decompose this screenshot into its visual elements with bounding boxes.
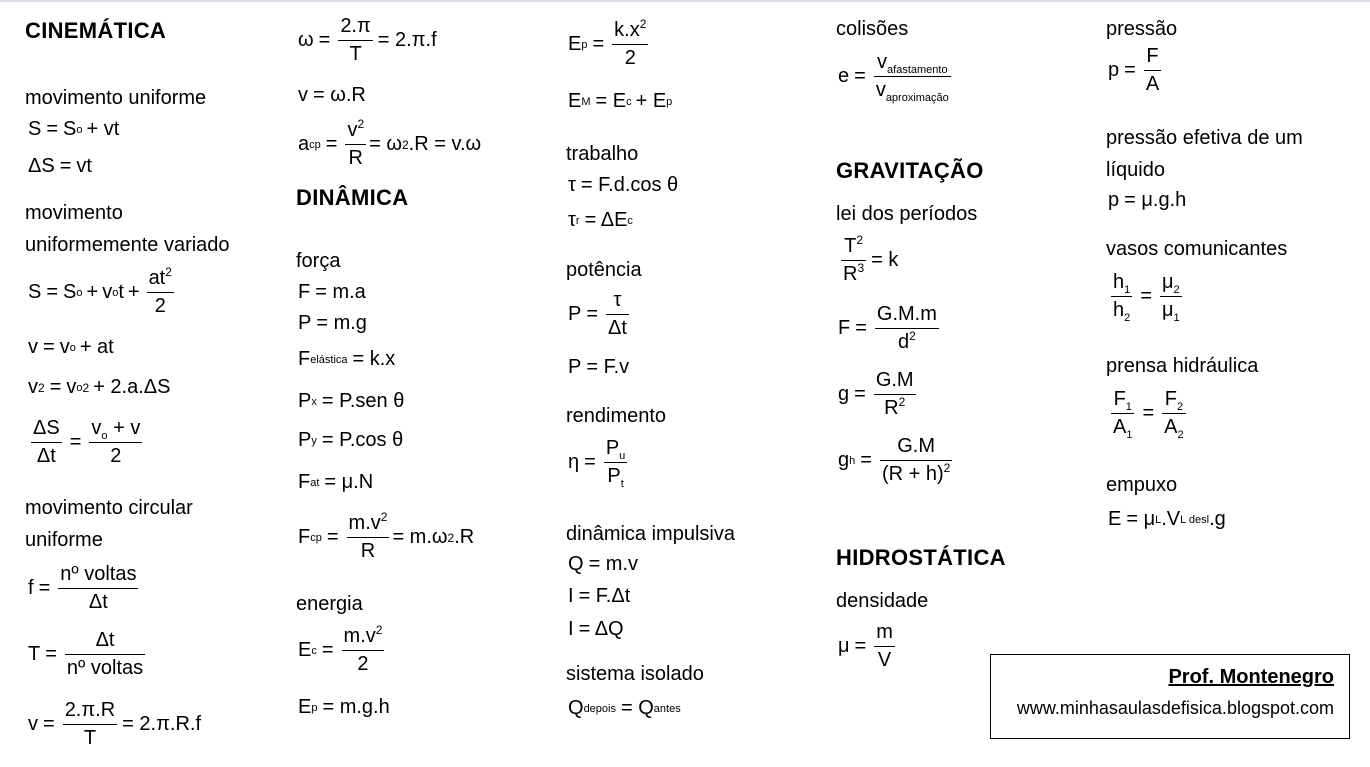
formula-teorema-energia-cinetica: τ r = ΔE c	[568, 209, 633, 231]
label-uniformemente-variado: uniformemente variado	[25, 234, 230, 256]
label-empuxo: empuxo	[1106, 474, 1178, 496]
label-rendimento: rendimento	[566, 405, 667, 427]
formula-fcp: F cp = $\frac{m.v^2}{R}$ = m.ω 2 .R	[298, 510, 475, 562]
formula-pressao-hidrostatica: p = μ.g.h	[1108, 189, 1187, 211]
top-border	[0, 0, 1370, 2]
label-lei-dos-periodos: lei dos períodos	[836, 203, 978, 225]
formula-px: P x = P.sen θ	[298, 390, 405, 412]
formula-energia-mecanica: E M = E c + E p	[568, 90, 673, 112]
formula-velocidade-circular: v = $\frac{2.\pi.R}{T}$ = 2.π.R.f	[28, 699, 201, 749]
label-pressao-efetiva: pressão efetiva de um	[1106, 127, 1303, 149]
formula-energia-cinetica: E c = $\frac{m.v^2}{2}$	[298, 623, 383, 675]
formula-potencia-fv: P = F.v	[568, 356, 630, 378]
formula-atrito: F at = μ.N	[298, 471, 374, 493]
label-colisoes: colisões	[836, 18, 909, 40]
label-vasos-comunicantes: vasos comunicantes	[1106, 238, 1288, 260]
formula-rendimento: η = $\frac{P_u}{P_t}$	[568, 437, 626, 490]
author-credit-box	[990, 654, 1350, 739]
label-sistema-isolado: sistema isolado	[566, 663, 704, 685]
formula-periodo: T = $\frac{\Delta t}{\text{nº voltas}}$	[28, 629, 144, 679]
formula-f-ma: F = m.a	[298, 281, 366, 303]
formula-quantidade-movimento: Q = m.v	[568, 553, 639, 575]
label-trabalho: trabalho	[566, 143, 639, 165]
formula-gravitacao-universal: F = $\frac{G.M.m}{d^2}$	[838, 303, 937, 353]
formula-energia-potencial-gravitacional: E p = m.g.h	[298, 696, 390, 718]
formula-p-mg: P = m.g	[298, 312, 367, 334]
formula-py: P y = P.cos θ	[298, 429, 404, 451]
formula-v-omega-r: v = ω.R	[298, 84, 366, 106]
formula-s-so-vt: S = S o + vt	[28, 118, 120, 140]
section-title-gravitacao: GRAVITAÇÃO	[836, 158, 984, 183]
formula-conservacao-quantidade-movimento: Q depois = Q antes	[568, 697, 681, 719]
formula-empuxo: E = μ L .V L desl .g	[1108, 508, 1226, 530]
formula-s-so-vot-at2: S = S o + v o t + $\frac{at^2}{2}$	[28, 265, 172, 317]
label-densidade: densidade	[836, 590, 929, 612]
author-blog-url: www.minhasaulasdefisica.blogspot.com	[1016, 698, 1334, 718]
label-liquido: líquido	[1106, 159, 1165, 181]
section-title-dinamica: DINÂMICA	[296, 185, 409, 210]
label-forca: força	[296, 250, 341, 272]
formula-gravidade-altitude: g h = $\frac{G.M}{(R + h)^2}$	[838, 435, 951, 485]
formula-gravidade-superficie: g = $\frac{G.M}{R^2}$	[838, 369, 914, 419]
formula-energia-potencial-elastica: E p = $\frac{k.x^2}{2}$	[568, 17, 647, 69]
formula-vasos-comunicantes: $\frac{h_1}{h_2}$ = $\frac{\mu_2}{\mu_1}$	[1113, 271, 1180, 324]
formula-impulso: I = F.Δt	[568, 585, 631, 607]
formula-potencia-media: P = $\frac{\tau}{\Delta t}$	[568, 289, 627, 339]
formula-trabalho: τ = F.d.cos θ	[568, 174, 679, 196]
label-movimento-circular: movimento circular	[25, 497, 193, 519]
formula-velocidade-media: $\frac{\Delta S}{\Delta t}$ = $\frac{v_o + v}{2}$	[33, 417, 141, 467]
label-potencia: potência	[566, 259, 642, 281]
formula-pressao: p = $\frac{F}{A}$	[1108, 45, 1160, 95]
formula-torricelli: v 2 = v o 2 + 2.a.ΔS	[28, 376, 171, 398]
label-pressao: pressão	[1106, 18, 1178, 40]
formula-coeficiente-restituicao: e = $\frac{v_{afastamento}}{v_{aproximação}}$	[838, 51, 949, 104]
formula-prensa-hidraulica: $\frac{F_1}{A_1}$ = $\frac{F_2}{A_2}$	[1113, 388, 1184, 441]
label-uniforme: uniforme	[25, 529, 103, 551]
formula-ds-vt: ΔS = vt	[28, 155, 92, 177]
label-movimento: movimento	[25, 202, 123, 224]
formula-teorema-impulso: I = ΔQ	[568, 618, 624, 640]
label-prensa-hidraulica: prensa hidráulica	[1106, 355, 1259, 377]
formula-frequencia: f = $\frac{\text{nº voltas}}{\Delta t}$	[28, 563, 137, 613]
formula-v-vo-at: v = v o + at	[28, 336, 114, 358]
section-title-hidrostatica: HIDROSTÁTICA	[836, 545, 1006, 570]
formula-terceira-lei-kepler: $\frac{T^2}{R^3}$ = k	[843, 233, 899, 285]
label-energia: energia	[296, 593, 363, 615]
author-name: Prof. Montenegro	[1168, 666, 1334, 688]
formula-densidade: μ = $\frac{m}{V}$	[838, 621, 893, 671]
label-movimento-uniforme: movimento uniforme	[25, 87, 207, 109]
label-dinamica-impulsiva: dinâmica impulsiva	[566, 523, 735, 545]
formula-acp: a cp = $\frac{v^2}{R}$ = ω 2 .R = v.ω	[298, 117, 482, 169]
section-title-cinematica: CINEMÁTICA	[25, 18, 167, 43]
formula-omega: ω = $\frac{2.\pi}{T}$ = 2.π.f	[298, 15, 437, 65]
formula-forca-elastica: F elástica = k.x	[298, 348, 396, 370]
